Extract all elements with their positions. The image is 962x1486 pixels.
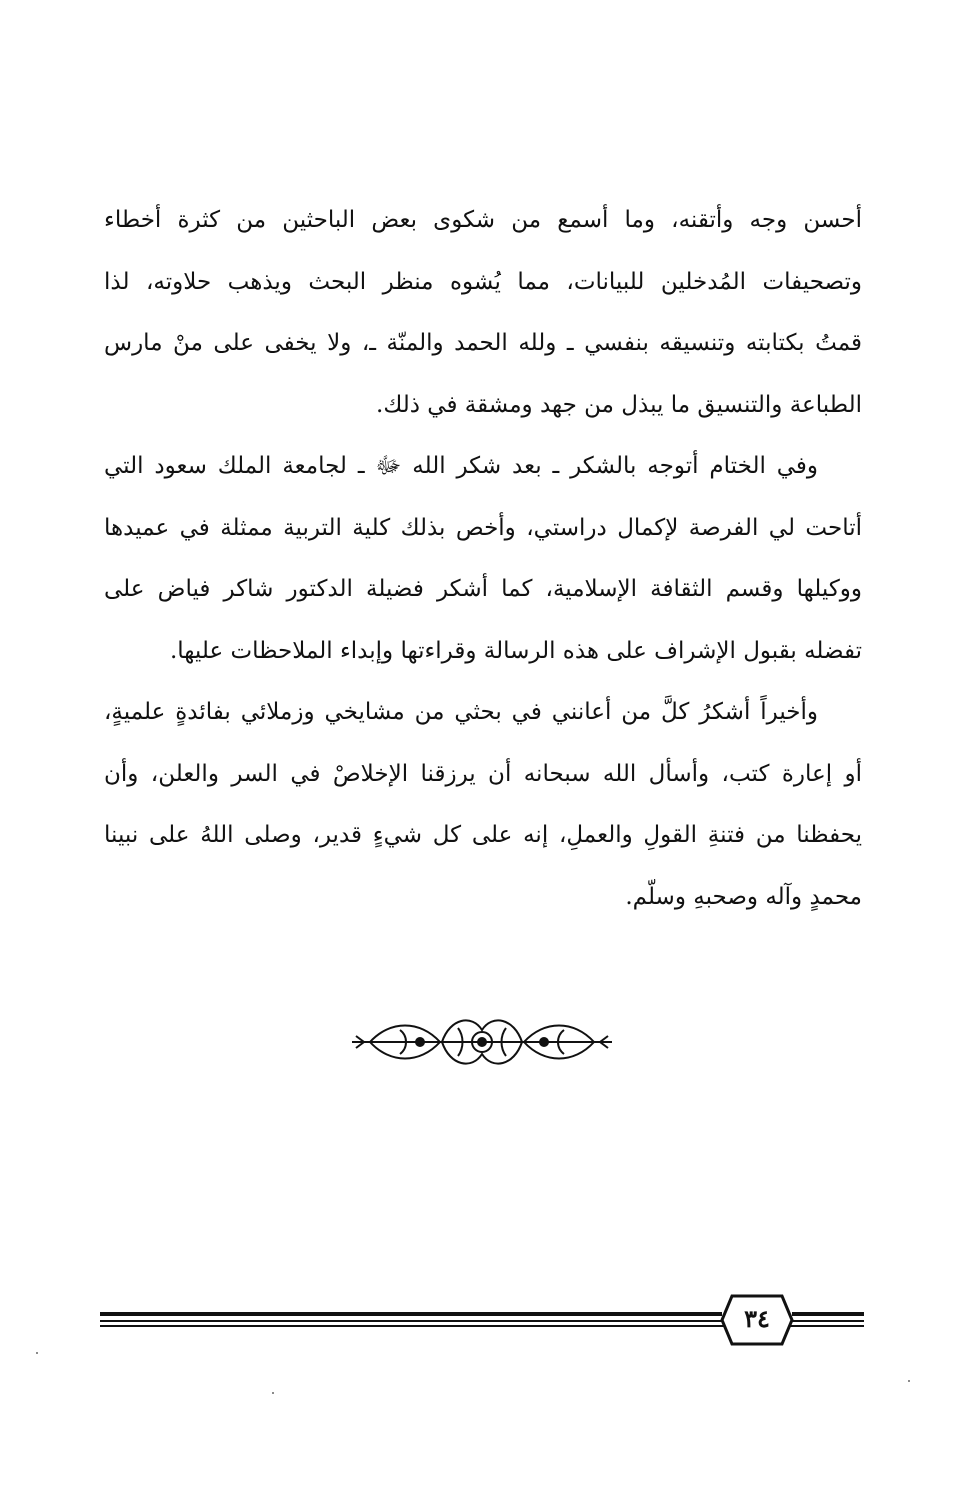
text-line: أتاحت لي الفرصة لإكمال دراستي، وأخص بذلك كلية التربية ممثلة في عميدها [104, 514, 862, 541]
page-number: ٣٤ [744, 1304, 770, 1333]
text-line: ووكيلها وقسم الثقافة الإسلامية، كما أشكر فضيلة الدكتور شاكر فياض على [104, 576, 862, 602]
decorative-ornament [350, 1010, 614, 1074]
text-line: قمتُ بكتابته وتنسيقه بنفسي ـ ولله الحمد والمنّة ـ، ولا يخفى على منْ مارس [104, 330, 862, 356]
text-line: تفضله بقبول الإشراف على هذه الرسالة وقراءتها وإبداء الملاحظات عليها. [169, 637, 862, 664]
scan-speck [908, 1380, 910, 1382]
scan-speck [36, 1352, 38, 1354]
footer-rule-thin-left [100, 1320, 724, 1322]
footer-rule-thin-right-2 [788, 1325, 864, 1327]
footer-rule-thin-right [790, 1320, 864, 1322]
text-line: وتصحيفات المُدخلين للبيانات، مما يُشوه منظر البحث ويذهب حلاوته، لذا [104, 268, 862, 295]
text-line: أحسن وجه وأتقنه، وما أسمع من شكوى بعض الباحثين من كثرة أخطاء [104, 207, 862, 233]
page-footer [100, 1290, 864, 1350]
text-line: الطباعة والتنسيق ما يبذل من جهد ومشقة في ذلك. [376, 391, 862, 418]
footer-rule-thin-left-2 [100, 1325, 726, 1327]
text-line: وأخيراً أشكرُ كلَّ من أعانني في بحثي من مشايخي وزملائي بفائدةٍ علميةٍ، [104, 699, 818, 725]
scan-speck [272, 1392, 274, 1394]
body-text [104, 190, 862, 928]
text-line: يحفظنا من فتنةِ القولِ والعملِ، إنه على كل شيءٍ قدير، وصلى اللهُ على نبينا [104, 822, 862, 848]
text-line: محمدٍ وآله وصحبهِ وسلّم. [625, 883, 862, 910]
text-line: وفي الختام أتوجه بالشكر ـ بعد شكر الله ﷻ ـ لجامعة الملك سعود التي [104, 453, 818, 479]
footer-rule-thick-left [100, 1312, 722, 1316]
footer-rule-thick-right [792, 1312, 864, 1316]
text-line: أو إعارة كتب، وأسأل الله سبحانه أن يرزقنا الإخلاصْ في السر والعلن، وأن [104, 760, 862, 787]
